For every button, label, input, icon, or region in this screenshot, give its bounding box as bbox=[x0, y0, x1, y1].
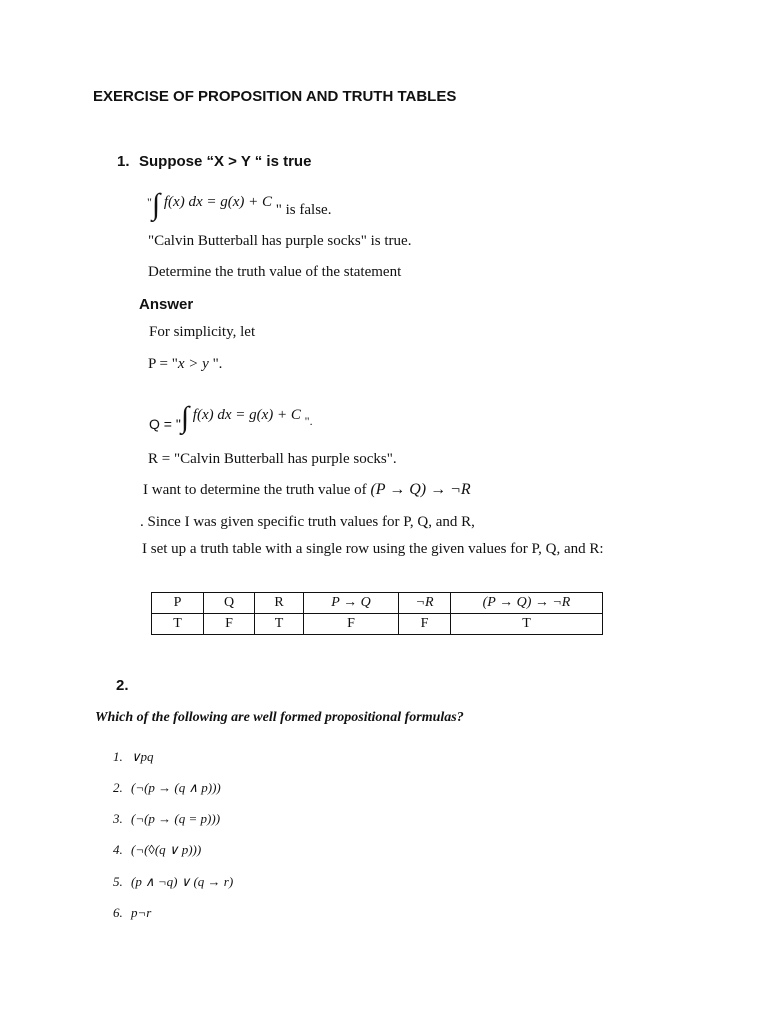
list-item bbox=[113, 905, 151, 921]
item-formula: (p ∧ ¬q) ∨ (q → r) bbox=[131, 874, 234, 889]
q-definition bbox=[149, 403, 313, 433]
q-def-suffix: ". bbox=[304, 414, 313, 428]
want-expr: (P → Q) → ¬R bbox=[370, 481, 471, 498]
item-number: 6. bbox=[113, 905, 123, 920]
calvin-statement: "Calvin Butterball has purple socks" is true. bbox=[148, 233, 412, 249]
r-definition: R = "Calvin Butterball has purple socks". bbox=[148, 451, 397, 467]
list-item bbox=[113, 811, 220, 827]
since-text: . Since I was given specific truth values for P, Q, and R, bbox=[140, 514, 475, 530]
table-header: Q bbox=[204, 593, 255, 614]
truth-table bbox=[151, 592, 603, 635]
item-formula: ∨pq bbox=[131, 749, 154, 764]
p-definition bbox=[148, 356, 222, 373]
integral-open-quote: " bbox=[147, 195, 152, 209]
table-cell: F bbox=[399, 614, 451, 635]
truth-table-header-row bbox=[152, 593, 603, 614]
table-cell: F bbox=[304, 614, 399, 635]
question-1-intro: Suppose “X > Y “ is true bbox=[139, 153, 312, 170]
table-cell: T bbox=[451, 614, 603, 635]
integral-statement bbox=[147, 190, 331, 220]
p-def-expr: x > y bbox=[177, 356, 209, 372]
item-number: 1. bbox=[113, 749, 123, 764]
answer-label: Answer bbox=[139, 296, 194, 313]
list-item bbox=[113, 749, 154, 765]
item-formula: (¬(◊(q ∨ p))) bbox=[131, 842, 202, 857]
list-item bbox=[113, 842, 201, 858]
table-header: R bbox=[255, 593, 304, 614]
integral-sign-icon: ∫ bbox=[180, 401, 190, 434]
table-cell: T bbox=[255, 614, 304, 635]
table-header: (P → Q) → ¬R bbox=[451, 593, 603, 614]
item-number: 4. bbox=[113, 842, 123, 857]
integral-sign-icon: ∫ bbox=[151, 188, 161, 221]
integral-expression: f(x) dx = g(x) + C bbox=[163, 194, 272, 210]
p-def-suffix: ". bbox=[208, 356, 223, 372]
item-number: 5. bbox=[113, 874, 123, 889]
item-formula: (¬(p → (q = p))) bbox=[131, 811, 221, 826]
integral-suffix: " is false. bbox=[275, 202, 332, 218]
table-cell: T bbox=[152, 614, 204, 635]
list-item bbox=[113, 874, 233, 890]
question-1-heading bbox=[117, 153, 311, 170]
table-header: P → Q bbox=[304, 593, 399, 614]
question-2-number: 2. bbox=[116, 677, 129, 694]
p-def-prefix: P = " bbox=[148, 356, 178, 372]
item-formula: (¬(p → (q ∧ p))) bbox=[131, 780, 221, 795]
table-header: P bbox=[152, 593, 204, 614]
q-def-prefix: Q = " bbox=[149, 416, 181, 432]
question-1-number: 1. bbox=[117, 153, 130, 170]
item-number: 3. bbox=[113, 811, 123, 826]
truth-table-row bbox=[152, 614, 603, 635]
want-statement bbox=[143, 481, 471, 499]
page-title: EXERCISE OF PROPOSITION AND TRUTH TABLES bbox=[93, 88, 457, 105]
table-header: ¬R bbox=[399, 593, 451, 614]
list-item bbox=[113, 780, 221, 796]
simplicity-text: For simplicity, let bbox=[149, 324, 256, 340]
want-text: I want to determine the truth value of bbox=[143, 482, 367, 498]
setup-text: I set up a truth table with a single row using the given values for P, Q, and R: bbox=[142, 541, 604, 557]
determine-text: Determine the truth value of the statement bbox=[148, 264, 402, 280]
item-formula: p¬r bbox=[131, 905, 152, 920]
question-2-prompt: Which of the following are well formed propositional formulas? bbox=[95, 710, 464, 725]
item-number: 2. bbox=[113, 780, 123, 795]
q-def-expr: f(x) dx = g(x) + C bbox=[192, 407, 301, 423]
table-cell: F bbox=[204, 614, 255, 635]
